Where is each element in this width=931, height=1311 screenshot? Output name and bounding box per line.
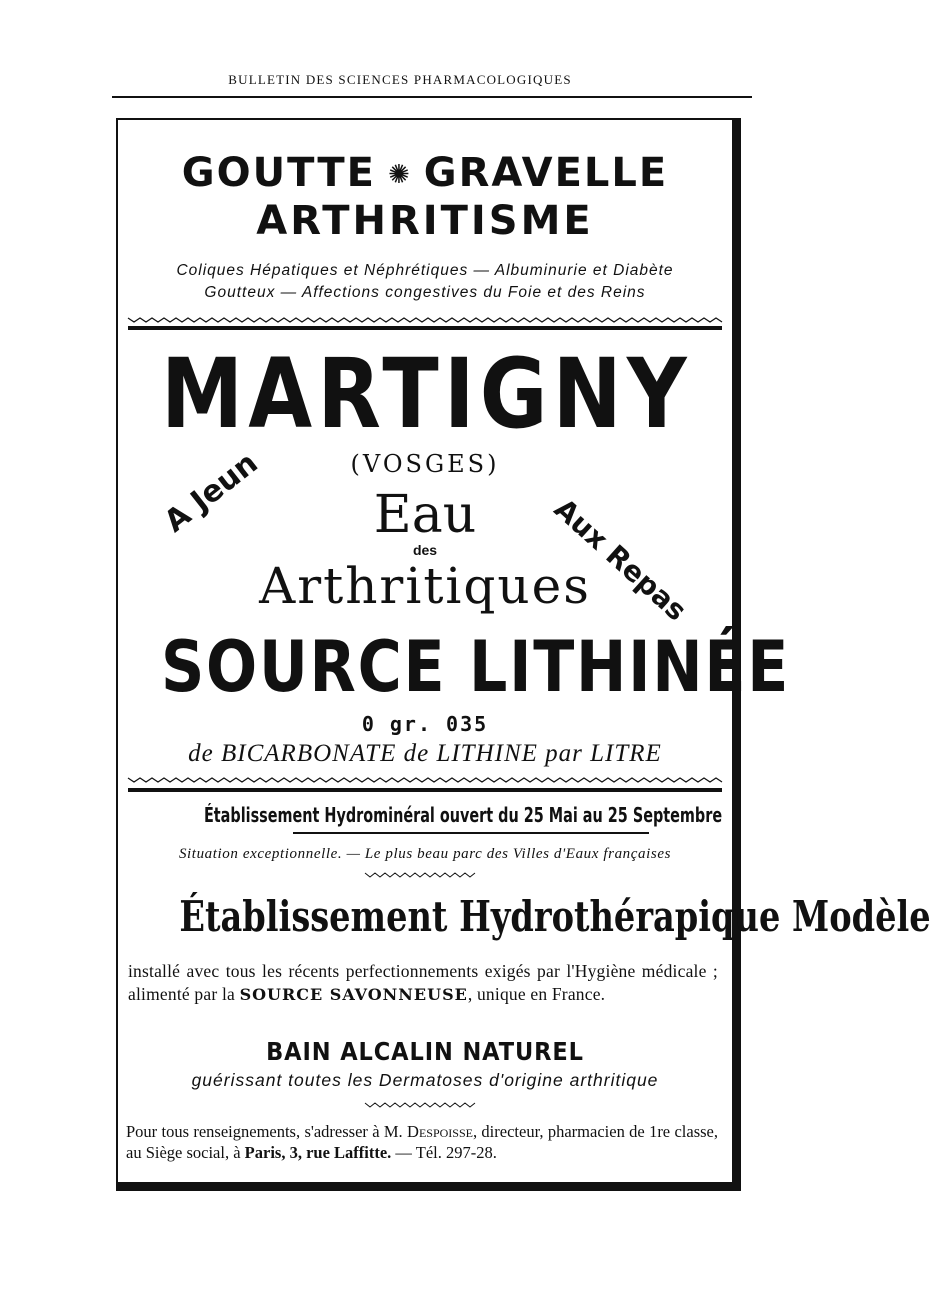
ornament-icon: ✺ [387, 160, 412, 190]
contact-address: Paris, 3, rue Laffitte. [244, 1143, 392, 1162]
dose-amount: 0 gr. 035 [361, 712, 489, 736]
bain-alcalin-heading: BAIN ALCALIN NATUREL [266, 1037, 584, 1066]
des-word: des [412, 542, 438, 558]
source-savonneuse: SOURCE SAVONNEUSE [239, 984, 468, 1004]
diseases-line-1 [118, 150, 732, 196]
a-jeun-label: A Jeun [158, 445, 265, 540]
symptoms-line-2: Goutteux — Affections congestives du Foie et des Reins [204, 284, 646, 301]
hydrotherapy-heading: Établissement Hydrothérapique Modèle [179, 892, 931, 941]
squiggle-divider-1 [365, 872, 475, 878]
director-name: Despoisse [407, 1122, 473, 1141]
header-rule [112, 96, 752, 98]
situation-line: Situation exceptionnelle. — Le plus beau parc des Villes d'Eaux françaises [178, 846, 672, 862]
description-part-1: installé avec tous les récents perfectionnements exigés par l'Hygiène médicale ; alimenté par la [128, 961, 718, 1004]
contact-part-1: Pour tous renseignements, s'adresser à M. [126, 1122, 408, 1141]
establishment-opening: Établissement Hydrominéral ouvert du 25 Mai au 25 Septembre [203, 803, 723, 827]
contact-info [126, 1121, 718, 1163]
hydrotherapy-description [128, 960, 718, 1006]
brand-martigny: MARTIGNY [160, 338, 692, 450]
region-vosges: (VOSGES) [350, 450, 500, 478]
dose-description: de BICARBONATE de LITHINE par LITRE [188, 740, 662, 767]
thick-rule-top [128, 326, 722, 330]
advertisement-frame [116, 118, 931, 1191]
dermatoses-line: guérissant toutes les Dermatoses d'origine arthritique [191, 1070, 659, 1090]
thick-rule-middle [128, 788, 722, 792]
wavy-rule-middle [128, 776, 722, 784]
symptoms-line-1: Coliques Hépatiques et Néphrétiques — Albuminurie et Diabète [176, 262, 674, 279]
wavy-rule-top [128, 316, 722, 324]
disease-gravelle: GRAVELLE [423, 150, 669, 196]
arthritiques-heading: Arthritiques [259, 557, 591, 615]
disease-arthritisme: ARTHRITISME [256, 198, 594, 244]
disease-goutte: GOUTTE [181, 150, 376, 196]
contact-part-2: , directeur, pharmacien de 1re classe, au Siège social, à [126, 1122, 718, 1162]
symptoms [118, 260, 732, 304]
running-head: BULLETIN DES SCIENCES PHARMACOLOGIQUES [228, 72, 572, 87]
eau-heading: Eau [373, 485, 477, 545]
aux-repas-label: Aux Repas [547, 492, 694, 628]
contact-telephone: — Tél. 297-28. [391, 1143, 497, 1162]
description-part-2: , unique en France. [467, 983, 606, 1004]
squiggle-divider-2 [365, 1102, 475, 1108]
opening-underline [293, 832, 649, 834]
source-lithinee: SOURCE LITHINÉE [160, 626, 791, 708]
